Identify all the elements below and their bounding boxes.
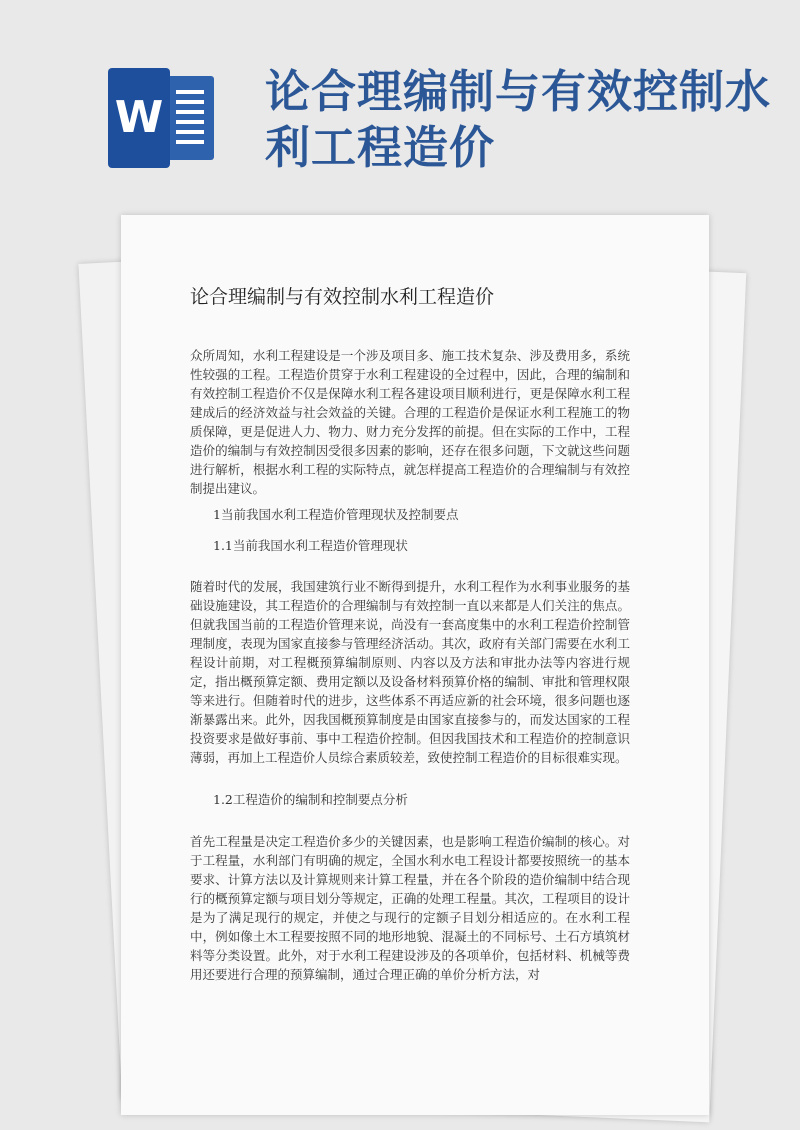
paragraph-management-status: 随着时代的发展，我国建筑行业不断得到提升，水利工程作为水利事业服务的基础设施建设，其工程造价的合理编制与有效控制一直以来都是人们关注的焦点。但就我国当前的工程造价管理来说，尚没有一套高度集中的水利工程造价控制管理制度，表现为国家直接参与管理经济活动。其次，政府有关部门需要在水利工程设计前期，对工程概预算编制原则、内容以及方法和审批办法等内容进行规定，指出概预算定额、费用定额以及设备材料预算价格的编制、审批和管理权限等来进行。但随着时代的进步，这些体系不再适应新的社会环境，很多问题也逐渐暴露出来。此外，因我国概预算制度是由国家直接参与的，而发达国家的工程投资要求是做好事前、事中工程造价控制。但因我国技术和工程造价的控制意识薄弱，再加上工程造价人员综合素质较差，致使控制工程造价的目标很难实现。 [190,579,630,765]
word-document-icon [108,68,218,168]
paragraph-intro: 众所周知，水利工程建设是一个涉及项目多、施工技术复杂、涉及费用多，系统性较强的工程。工程造价贯穿于水利工程建设的全过程中，因此，合理的编制和有效控制工程造价不仅是保障水利工程各建设项目顺利进行，更是保障水利工程建成后的经济效益与社会效益的关键。合理的工程造价是保证水利工程施工的物质保障，更是促进人力、物力、财力充分发挥的前提。但在实际的工作中，工程造价的编制与有效控制因受很多因素的影响，还存在很多问题，下文就这些问题进行解析，根据水利工程的实际特点，就怎样提高工程造价的合理编制与有效控制提出建议。 [190,348,630,496]
section-heading-1-1: 1.1当前我国水利工程造价管理现状 [213,538,408,553]
section-heading-1: 1当前我国水利工程造价管理现状及控制要点 [213,507,459,522]
paragraph-compilation-points: 首先工程量是决定工程造价多少的关键因素，也是影响工程造价编制的核心。对于工程量，水利部门有明确的规定，全国水利水电工程设计都要按照统一的基本要求、计算方法以及计算规则来计算工程量，并在各个阶段的造价编制中结合现行的概预算定额与项目划分等规定，正确的处理工程量。其次，工程项目的设计是为了满足现行的规定，并使之与现行的定额子目划分相适应的。在水利工程中，例如像土木工程要按照不同的地形地貌、混凝土的不同标号、土石方填筑材料等分类设置。此外，对于水利工程建设涉及的各项单价，包括材料、机械等费用还要进行合理的预算编制，通过合理正确的单价分析方法，对 [190,834,630,982]
banner [0,0,800,200]
word-icon-letter: W [108,68,170,168]
banner-title: 论合理编制与有效控制水利工程造价 [265,65,772,174]
document-title: 论合理编制与有效控制水利工程造价 [190,286,495,308]
section-heading-1-2: 1.2工程造价的编制和控制要点分析 [213,792,408,807]
